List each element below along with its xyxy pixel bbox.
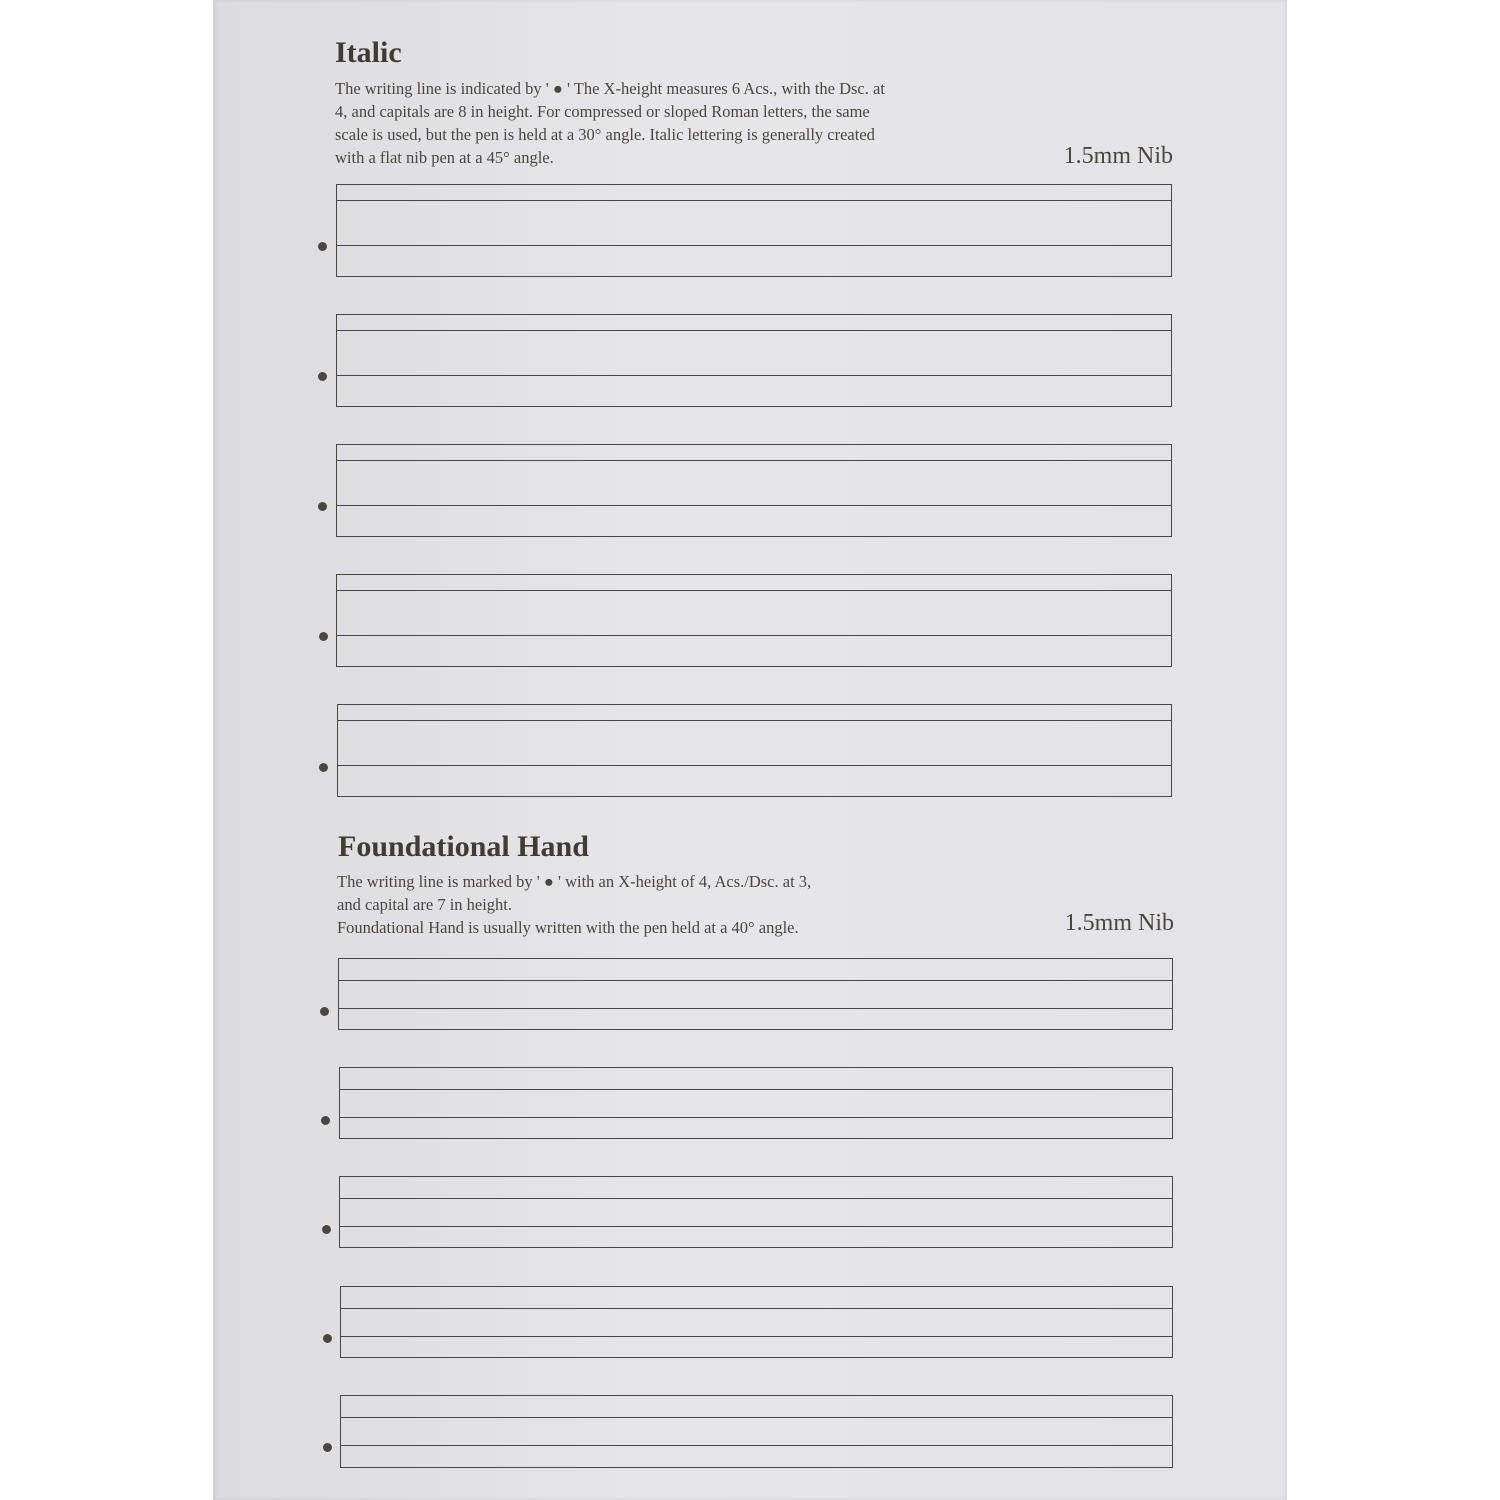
practice-sheet: [213, 0, 1287, 1500]
ascender-line: [337, 460, 1171, 461]
foundational-practice-block: [339, 1067, 1173, 1139]
italic-title: Italic: [335, 36, 402, 69]
ascender-line: [341, 1308, 1172, 1309]
writing-line-marker-dot: [318, 372, 327, 381]
writing-line-marker-dot: [320, 1007, 329, 1016]
italic-description-line: 4, and capitals are 8 in height. For compressed or sloped Roman letters, the same: [335, 102, 870, 121]
ascender-line: [338, 720, 1171, 721]
italic-nib-label: 1.5mm Nib: [1063, 143, 1173, 169]
foundational-nib-label: 1.5mm Nib: [1064, 910, 1174, 936]
foundational-description-line: Foundational Hand is usually written with the pen held at a 40° angle.: [337, 918, 799, 937]
italic-practice-block: [336, 314, 1172, 407]
foundational-hand-description: [337, 870, 811, 939]
italic-practice-block: [336, 574, 1172, 667]
writing-line: [341, 1336, 1172, 1337]
italic-description-line: The writing line is indicated by ' ● ' The X-height measures 6 Acs., with the Dsc. at: [335, 79, 885, 98]
italic-description-line: with a flat nib pen at a 45° angle.: [335, 148, 554, 167]
ascender-line: [337, 330, 1171, 331]
writing-line: [337, 505, 1171, 506]
writing-line-marker-dot: [318, 502, 327, 511]
italic-practice-block: [337, 704, 1172, 797]
ascender-line: [340, 1089, 1172, 1090]
foundational-practice-block: [338, 958, 1173, 1030]
writing-line-marker-dot: [321, 1116, 330, 1125]
ascender-line: [337, 200, 1171, 201]
foundational-description-line: and capital are 7 in height.: [337, 895, 513, 914]
ascender-line: [337, 590, 1171, 591]
ascender-line: [340, 1198, 1172, 1199]
writing-line: [337, 635, 1171, 636]
italic-practice-block: [336, 184, 1172, 277]
writing-line: [337, 245, 1171, 246]
writing-line: [340, 1117, 1172, 1118]
writing-line: [341, 1445, 1172, 1446]
writing-line-marker-dot: [323, 1334, 332, 1343]
italic-practice-block: [336, 444, 1172, 537]
writing-line: [337, 375, 1171, 376]
ascender-line: [339, 980, 1172, 981]
writing-line-marker-dot: [322, 1225, 331, 1234]
writing-line-marker-dot: [319, 632, 328, 641]
ascender-line: [341, 1417, 1172, 1418]
writing-line-marker-dot: [323, 1443, 332, 1452]
foundational-practice-block: [340, 1395, 1173, 1468]
italic-description-line: scale is used, but the pen is held at a 30° angle. Italic lettering is generally created: [335, 125, 875, 144]
writing-line-marker-dot: [319, 763, 328, 772]
writing-line: [339, 1008, 1172, 1009]
writing-line-marker-dot: [318, 242, 327, 251]
writing-line: [338, 765, 1171, 766]
foundational-description-line: The writing line is marked by ' ● ' with an X-height of 4, Acs./Dsc. at 3,: [337, 872, 812, 891]
italic-description: [335, 77, 885, 169]
foundational-practice-block: [340, 1286, 1173, 1358]
foundational-hand-title: Foundational Hand: [338, 830, 589, 863]
foundational-practice-block: [339, 1176, 1173, 1248]
writing-line: [340, 1226, 1172, 1227]
